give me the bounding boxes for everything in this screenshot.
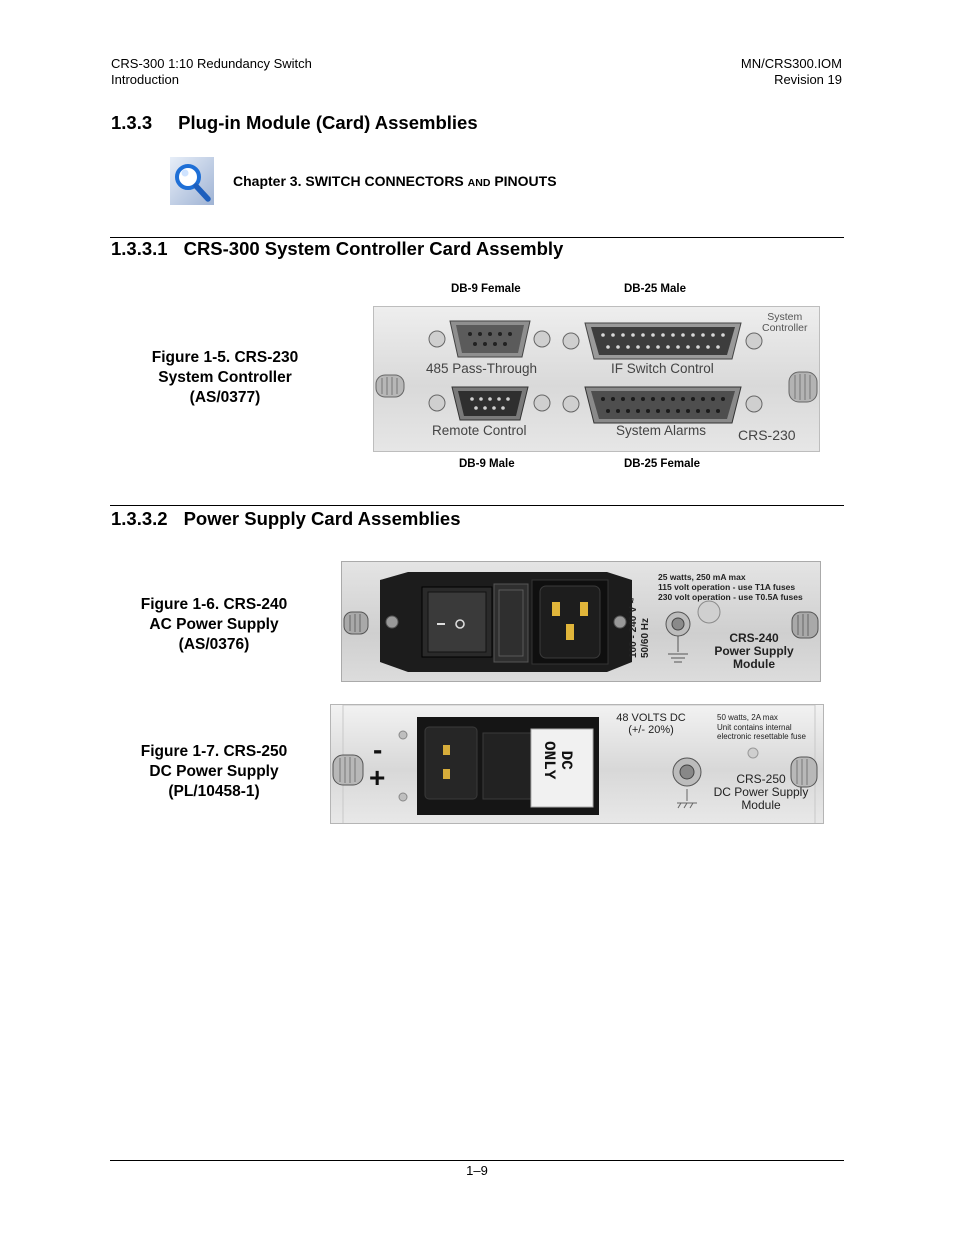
panel-voltage-rating: [615, 712, 687, 736]
figure-caption-1-7: [94, 742, 334, 802]
section-divider: [110, 505, 844, 506]
caption-line: (AS/0376): [178, 636, 250, 653]
panel-voltage-rating: [628, 598, 652, 658]
section-title: Plug-in Module (Card) Assemblies: [178, 112, 478, 133]
crs-240-panel-photo: [341, 561, 821, 682]
running-header-left: [111, 56, 312, 88]
panel-label-line: (+/- 20%): [628, 724, 674, 736]
page-number: 1–9: [466, 1163, 488, 1178]
caption-line: (PL/10458-1): [168, 783, 260, 800]
chapter-number: Chapter 3.: [233, 173, 302, 189]
section-heading-1-3-3: [111, 112, 478, 134]
panel-label-line: 100 - 240 V ~: [628, 597, 639, 658]
panel-label-line: 230 volt operation - use T0.5A fuses: [658, 592, 803, 602]
panel-label-line: 50/60 Hz: [640, 617, 651, 658]
panel-model-label: [701, 773, 821, 812]
section-heading-1-3-3-2: [111, 508, 460, 530]
caption-line: Figure 1-6. CRS-240: [140, 596, 288, 613]
crs-230-panel-photo: [373, 306, 820, 452]
caption-line: Figure 1-7. CRS-250: [140, 743, 288, 760]
panel-label-line: System: [767, 311, 803, 323]
section-number: 1.3.3.1: [111, 238, 168, 259]
panel-label-line: ONLY: [540, 741, 558, 780]
panel-model-label: [704, 632, 804, 671]
thumbscrew-left: [376, 375, 404, 397]
caption-line: (AS/0377): [189, 389, 261, 406]
panel-label-line: 50 watts, 2A max: [717, 713, 778, 722]
panel-polarity-minus: -: [373, 734, 383, 765]
figure-caption-1-6: [94, 595, 334, 655]
panel-label-if-switch-control: IF Switch Control: [611, 361, 714, 376]
caption-line: System Controller: [158, 369, 292, 386]
callout-db25-male: DB-25 Male: [624, 283, 686, 295]
section-title: Power Supply Card Assemblies: [183, 508, 461, 529]
panel-fuse-spec: [717, 713, 806, 742]
chapter-title-and: AND: [467, 177, 491, 189]
panel-label-line: DC: [557, 750, 575, 770]
panel-label-line: 48 VOLTS DC: [616, 712, 686, 724]
header-revision: Revision 19: [774, 72, 842, 87]
panel-label-line: CRS-240: [729, 631, 779, 645]
panel-label-line: CRS-250: [736, 772, 786, 786]
header-document-id: MN/CRS300.IOM: [740, 56, 842, 71]
panel-label-system-controller: [762, 312, 808, 334]
panel-label-line: 25 watts, 250 mA max: [658, 572, 746, 582]
panel-label-line: Module: [733, 657, 775, 671]
figure-caption-1-5: [105, 348, 345, 408]
header-document-title: CRS-300 1:10 Redundancy Switch: [111, 56, 312, 71]
magnifier-icon: [170, 157, 214, 205]
panel-polarity-plus: +: [369, 762, 386, 793]
panel-label-line: Module: [741, 798, 781, 812]
section-number: 1.3.3: [111, 112, 153, 133]
section-number: 1.3.3.2: [111, 508, 168, 529]
panel-dc-only-sticker: [540, 741, 574, 779]
chapter-reference-link[interactable]: [233, 173, 557, 189]
section-heading-1-3-3-1: [111, 238, 563, 260]
panel-label-485-pass-through: 485 Pass-Through: [426, 361, 538, 376]
panel-label-remote-control: Remote Control: [432, 423, 527, 438]
callout-db25-female: DB-25 Female: [624, 458, 701, 470]
panel-label-line: Controller: [762, 322, 808, 334]
section-title: CRS-300 System Controller Card Assembly: [183, 238, 564, 259]
panel-label-line: Power Supply: [714, 644, 794, 658]
running-header-right: [741, 56, 842, 88]
header-chapter: Introduction: [111, 72, 179, 87]
panel-fuse-spec: [658, 572, 803, 602]
panel-label-line: electronic resettable fuse: [717, 732, 806, 741]
caption-line: DC Power Supply: [149, 763, 279, 780]
crs-250-panel-photo: [330, 704, 824, 824]
callout-db9-male: DB-9 Male: [459, 458, 515, 470]
chapter-title-part2: PINOUTS: [494, 173, 557, 189]
panel-label-line: 115 volt operation - use T1A fuses: [658, 582, 796, 592]
caption-line: Figure 1-5. CRS-230: [151, 349, 299, 366]
panel-label-line: Unit contains internal: [717, 722, 792, 732]
chapter-title-part1: SWITCH CONNECTORS: [305, 173, 464, 189]
panel-label-system-alarms: System Alarms: [616, 423, 707, 438]
panel-label-line: DC Power Supply: [713, 785, 809, 799]
thumbscrew-left: [333, 755, 363, 785]
thumbscrew-right: [789, 372, 817, 402]
thumbscrew-left: [344, 612, 368, 634]
caption-line: AC Power Supply: [149, 616, 279, 633]
footer-rule: [110, 1160, 844, 1161]
panel-label-model: CRS-230: [738, 427, 796, 443]
callout-db9-female: DB-9 Female: [451, 283, 521, 295]
